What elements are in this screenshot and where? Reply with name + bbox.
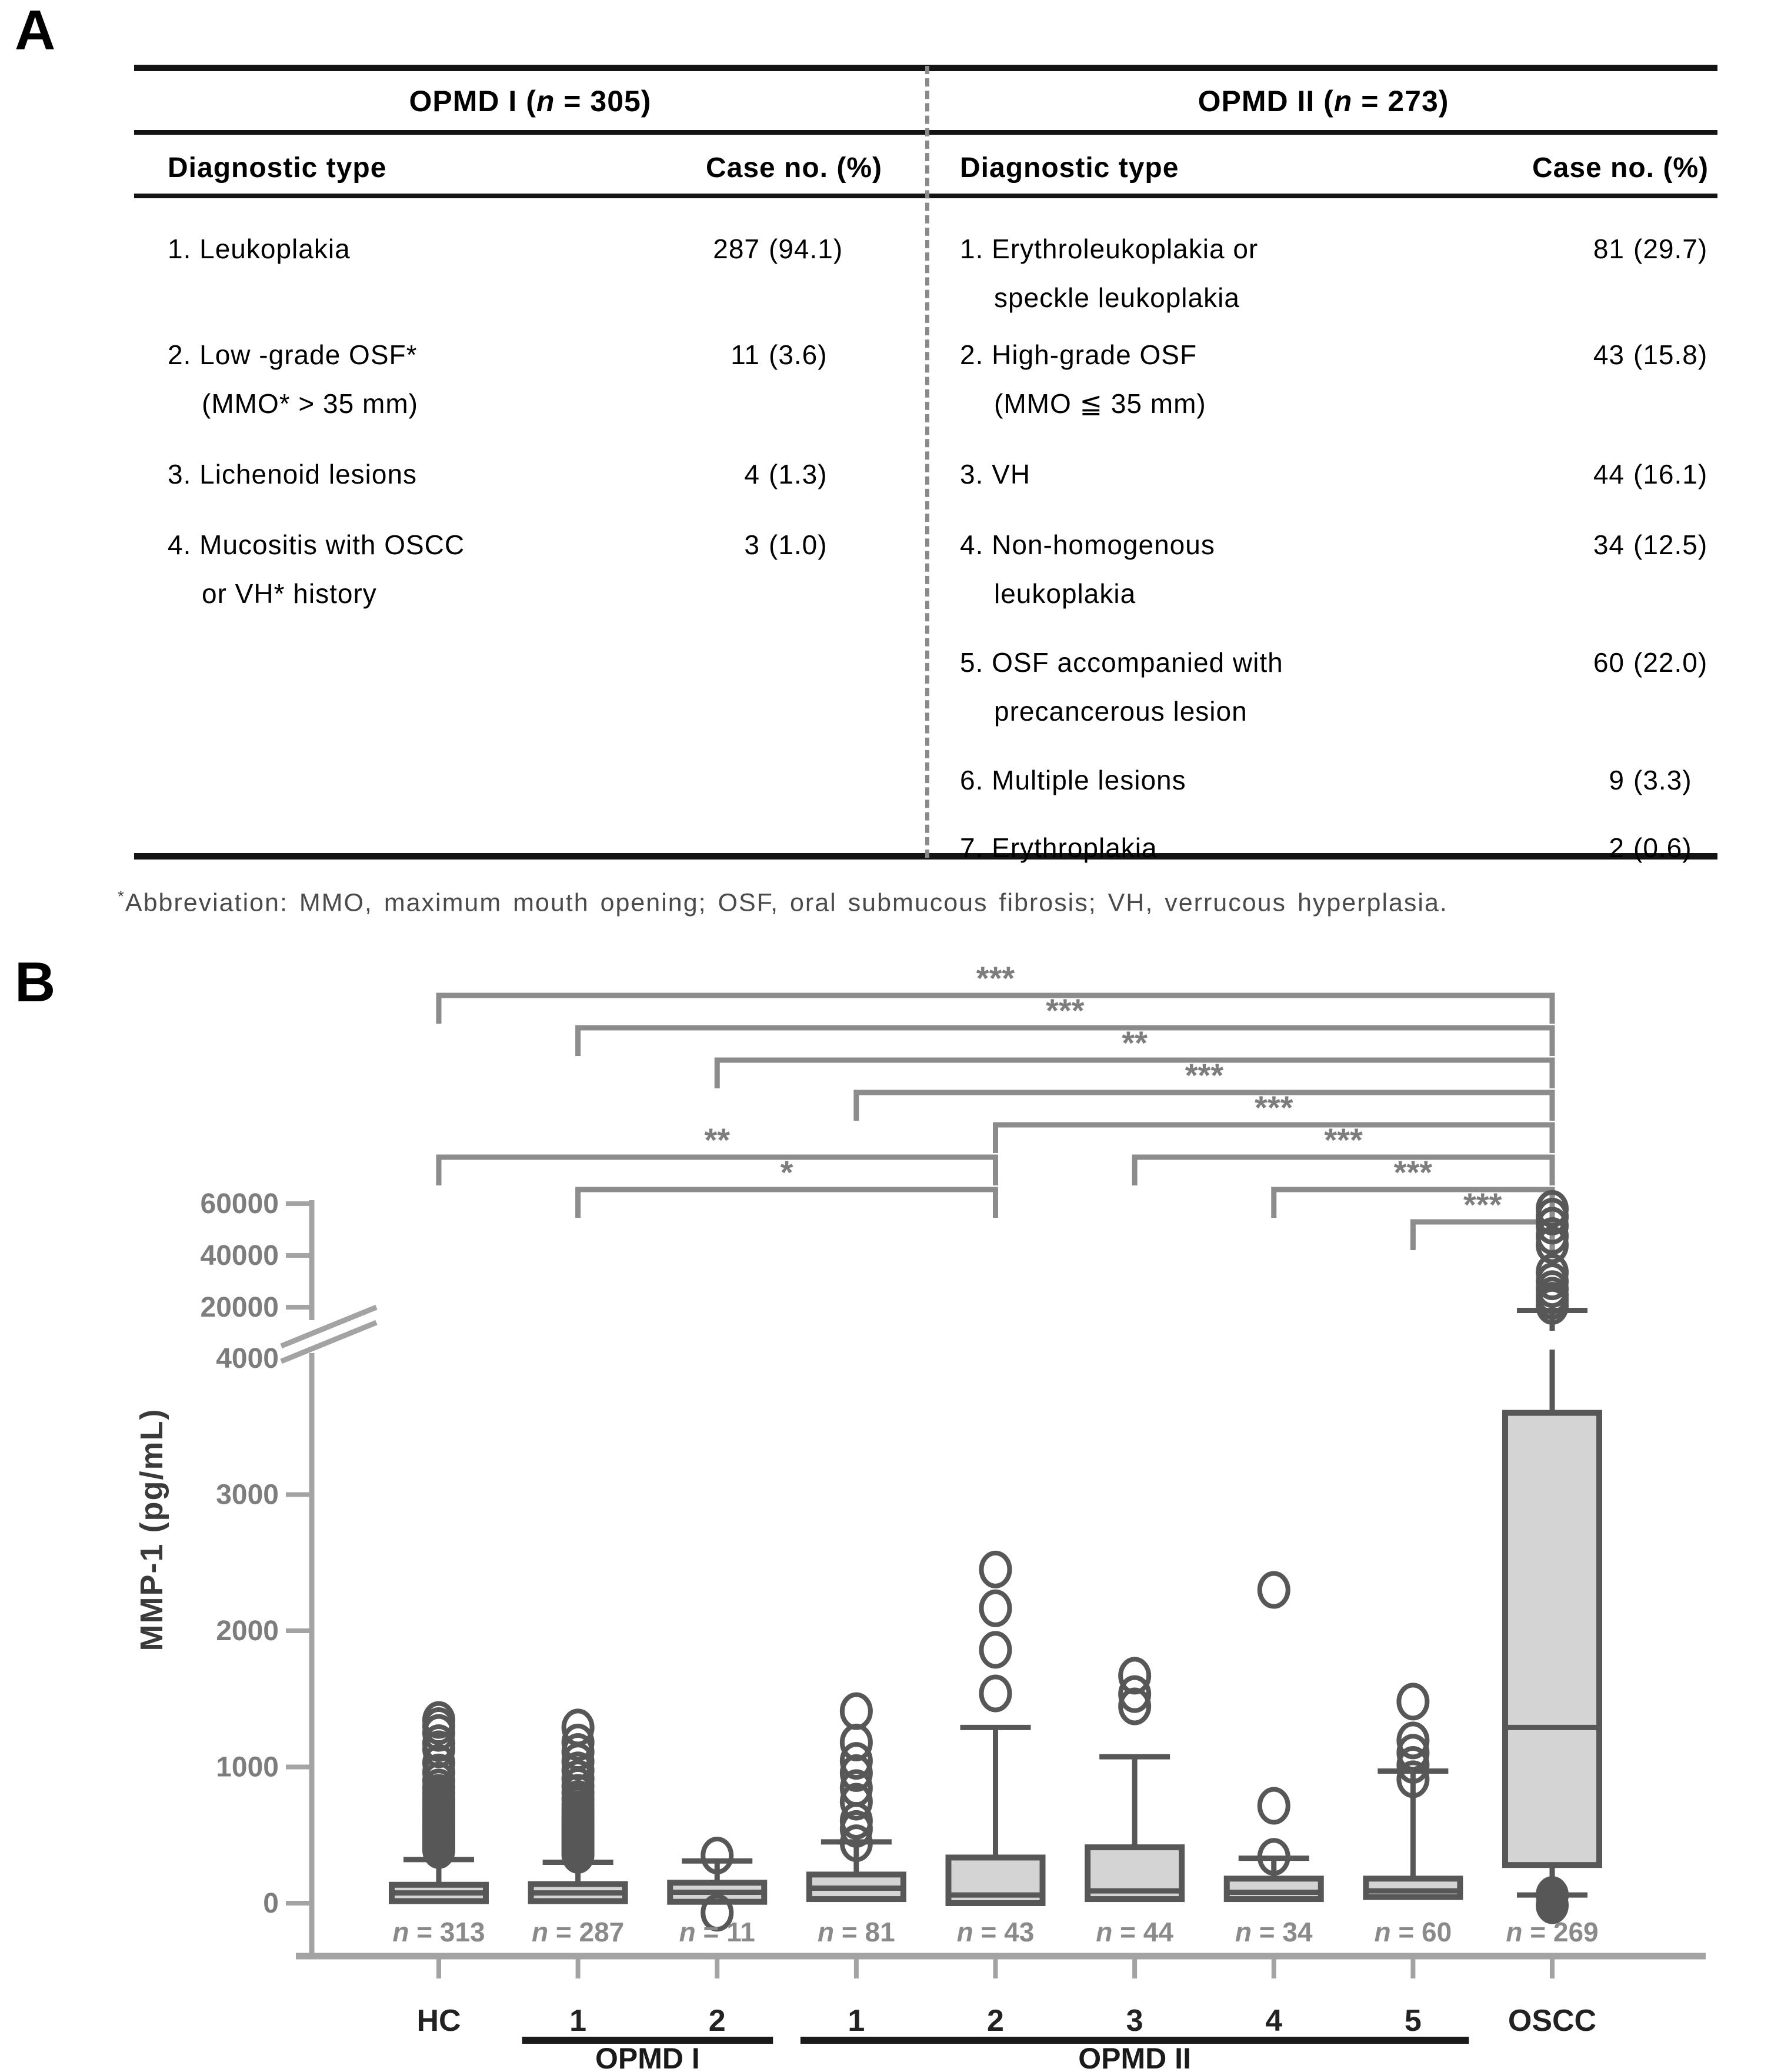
table-row-label: 1. Erythroleukoplakia or speckle leukoplakia bbox=[960, 234, 1259, 313]
x-axis-label: OSCC bbox=[1507, 2004, 1597, 2038]
section-label: OPMD I bbox=[595, 2042, 700, 2072]
table-row-case-percent: (15.8) bbox=[1633, 339, 1708, 370]
table-row-case-count: 43 bbox=[1593, 339, 1625, 370]
table-row-case-count: 3 bbox=[744, 529, 760, 560]
sig-bracket bbox=[1274, 1190, 1552, 1218]
sig-stars: *** bbox=[1185, 1057, 1224, 1094]
table-row-label: 3. VH bbox=[960, 459, 1031, 489]
outlier-point bbox=[703, 1839, 731, 1872]
sig-bracket bbox=[439, 1157, 996, 1185]
column-header-case-no-left: Case no. (%) bbox=[705, 152, 882, 184]
sig-stars: ** bbox=[1122, 1024, 1148, 1061]
sig-stars: *** bbox=[1463, 1186, 1502, 1223]
table-row-case-percent: (16.1) bbox=[1633, 459, 1708, 489]
sig-bracket bbox=[717, 1060, 1552, 1088]
x-axis-label: 1 bbox=[569, 2004, 587, 2038]
n-label: n = 34 bbox=[1235, 1917, 1313, 1947]
box-group-7 bbox=[1366, 1878, 1460, 1897]
y-axis-title: MMP-1 (pg/mL) bbox=[134, 1408, 169, 1651]
sig-bracket bbox=[439, 995, 1552, 1024]
n-label: n = 287 bbox=[531, 1917, 625, 1947]
table-row-label: 6. Multiple lesions bbox=[960, 765, 1186, 795]
box-group-6 bbox=[1227, 1878, 1321, 1899]
x-axis-label: HC bbox=[416, 2004, 461, 2038]
sig-bracket bbox=[1135, 1157, 1552, 1185]
sig-stars: *** bbox=[1046, 992, 1085, 1029]
outlier-point bbox=[842, 1726, 871, 1759]
y-tick-label: 3000 bbox=[216, 1479, 279, 1511]
sig-stars: *** bbox=[1324, 1121, 1363, 1158]
sig-bracket bbox=[578, 1028, 1552, 1056]
outlier-point bbox=[1399, 1724, 1427, 1757]
sig-bracket bbox=[856, 1092, 1552, 1121]
outlier-point bbox=[564, 1711, 592, 1744]
n-label: n = 313 bbox=[392, 1917, 485, 1947]
outlier-point bbox=[842, 1695, 871, 1728]
table-row-case-count: 287 bbox=[713, 234, 760, 264]
table-row-case-count: 34 bbox=[1593, 529, 1625, 560]
table-row-label: 4. Mucositis with OSCC or VH* history bbox=[168, 529, 465, 609]
group-header-opmd2: OPMD II (n = 273) bbox=[1198, 85, 1449, 118]
outlier-point bbox=[1260, 1574, 1288, 1607]
n-label: n = 81 bbox=[818, 1917, 895, 1947]
x-axis-label: 1 bbox=[848, 2004, 865, 2038]
panel-b-letter: B bbox=[15, 951, 56, 1014]
table-row-case-percent: (12.5) bbox=[1633, 529, 1708, 560]
column-header-case-no-right: Case no. (%) bbox=[1532, 152, 1709, 184]
x-axis-label: 2 bbox=[708, 2004, 726, 2038]
sig-stars: * bbox=[780, 1154, 793, 1191]
sig-stars: *** bbox=[1393, 1154, 1433, 1191]
table-row-case-count: 11 bbox=[731, 339, 760, 370]
x-axis-label: 2 bbox=[987, 2004, 1004, 2038]
sig-bracket bbox=[1413, 1222, 1552, 1250]
table-row-case-percent: (3.6) bbox=[769, 339, 828, 370]
x-axis-label: 5 bbox=[1404, 2004, 1422, 2038]
box-OSCC bbox=[1505, 1413, 1599, 1866]
sig-stars: *** bbox=[976, 960, 1015, 997]
y-break-label: 4000 bbox=[216, 1343, 279, 1374]
column-header-diagnostic-type-right: Diagnostic type bbox=[960, 152, 1179, 184]
y-tick-label: 20000 bbox=[200, 1292, 279, 1323]
column-header-diagnostic-type-left: Diagnostic type bbox=[168, 152, 387, 184]
table-row-label: 4. Non-homogenous leukoplakia bbox=[960, 529, 1215, 609]
n-label: n = 269 bbox=[1506, 1917, 1599, 1947]
sig-bracket bbox=[996, 1125, 1553, 1153]
sig-bracket bbox=[578, 1190, 996, 1218]
table-row-case-percent: (0.6) bbox=[1633, 832, 1692, 863]
n-label: n = 44 bbox=[1096, 1917, 1173, 1947]
table-footnote: *Abbreviation: MMO, maximum mouth opening; OSF, oral submucous fibrosis; VH, verrucous hyperplasia. bbox=[118, 887, 1448, 917]
outlier-point bbox=[1399, 1685, 1427, 1718]
outlier-point bbox=[1260, 1840, 1288, 1873]
table-row-case-percent: (22.0) bbox=[1633, 647, 1708, 678]
table-row-case-count: 9 bbox=[1609, 765, 1625, 795]
sig-stars: *** bbox=[1255, 1089, 1293, 1126]
table-row-case-percent: (29.7) bbox=[1633, 234, 1708, 264]
y-tick-label: 40000 bbox=[200, 1240, 279, 1271]
footnote-marker: * bbox=[118, 887, 125, 905]
y-tick-label: 60000 bbox=[200, 1188, 279, 1220]
group-header-opmd1: OPMD I (n = 305) bbox=[409, 85, 652, 118]
section-label: OPMD II bbox=[1078, 2042, 1191, 2072]
n-label: n = 11 bbox=[679, 1917, 755, 1947]
table-row-label: 5. OSF accompanied with precancerous lesion bbox=[960, 647, 1283, 727]
table-row-case-percent: (3.3) bbox=[1633, 765, 1692, 795]
table-row-label: 1. Leukoplakia bbox=[168, 234, 351, 264]
y-tick-label: 2000 bbox=[216, 1615, 279, 1647]
table-row-label: 7. Erythroplakia bbox=[960, 832, 1158, 863]
n-label: n = 43 bbox=[956, 1917, 1035, 1947]
table-row-case-count: 44 bbox=[1593, 459, 1625, 489]
panel-a-letter: A bbox=[15, 0, 56, 62]
table-row-case-count: 2 bbox=[1609, 832, 1625, 863]
outlier-point bbox=[982, 1553, 1010, 1586]
y-tick-label: 0 bbox=[263, 1888, 279, 1919]
outlier-point bbox=[425, 1704, 453, 1737]
outlier-point bbox=[1538, 1192, 1566, 1225]
table-row-case-count: 81 bbox=[1593, 234, 1625, 264]
y-tick-label: 1000 bbox=[216, 1751, 279, 1783]
table-row-case-count: 60 bbox=[1593, 647, 1625, 678]
table-row-label: 2. High-grade OSF (MMO ≦ 35 mm) bbox=[960, 339, 1206, 419]
n-label: n = 60 bbox=[1374, 1917, 1452, 1947]
x-axis-label: 3 bbox=[1126, 2004, 1143, 2038]
table-row-case-percent: (1.0) bbox=[769, 529, 828, 560]
outlier-point bbox=[1120, 1659, 1149, 1692]
outlier-point bbox=[1260, 1789, 1288, 1822]
table-row-label: 2. Low -grade OSF* (MMO* > 35 mm) bbox=[168, 339, 418, 419]
table-row-case-percent: (1.3) bbox=[769, 459, 828, 489]
sig-stars: ** bbox=[704, 1121, 731, 1158]
table-row-case-percent: (94.1) bbox=[769, 234, 843, 264]
table-row-case-count: 4 bbox=[744, 459, 760, 489]
table-row-label: 3. Lichenoid lesions bbox=[168, 459, 418, 489]
x-axis-label: 4 bbox=[1265, 2004, 1283, 2038]
outlier-point bbox=[982, 1677, 1010, 1710]
outlier-point bbox=[982, 1592, 1010, 1625]
outlier-point bbox=[982, 1633, 1010, 1666]
